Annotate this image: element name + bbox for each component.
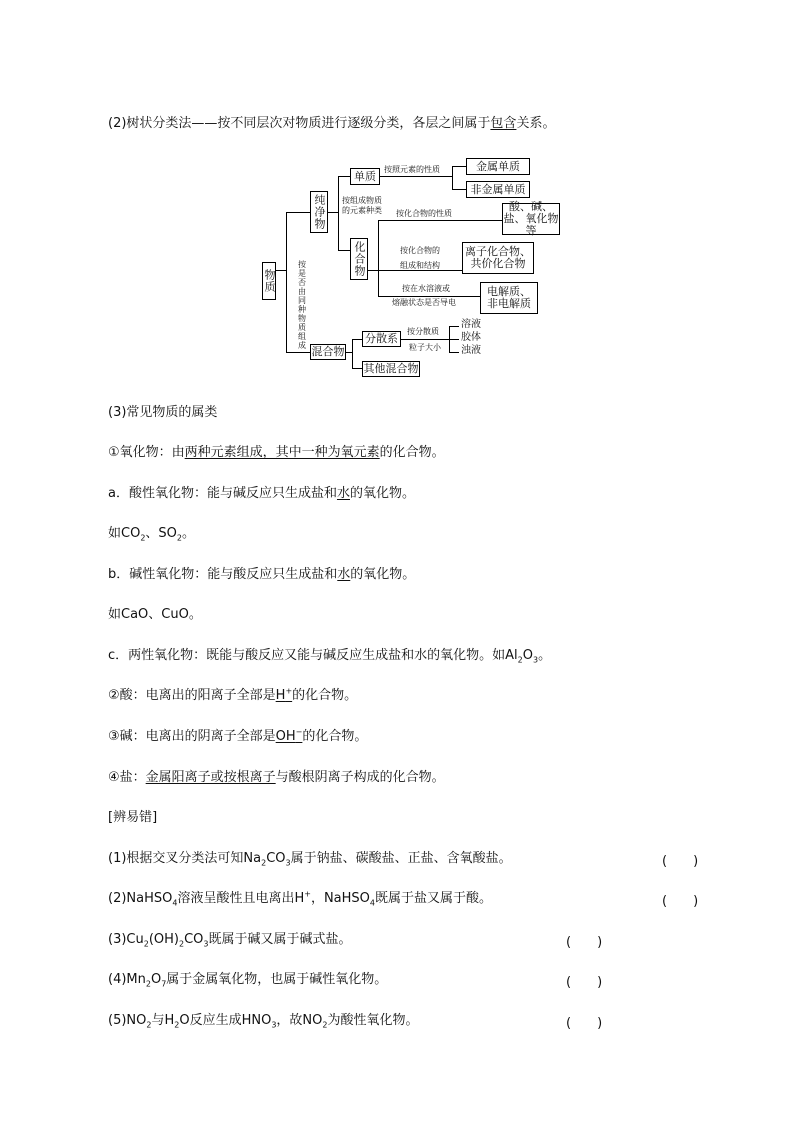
electrolyte-box-line1: 电解质、 — [487, 285, 531, 298]
root-box: 物质 — [262, 262, 276, 300]
q1-answer-paren[interactable]: ( ) — [662, 854, 699, 869]
acid-prefix: ②酸：电离出的阳离子全部是 — [108, 688, 276, 703]
nonmetal-element-box: 非金属单质 — [466, 181, 530, 198]
question-2 — [108, 890, 492, 908]
q3-s1: 2 — [143, 939, 149, 949]
salt-underlined: 金属阳离子或按根离子 — [145, 770, 276, 785]
q2-s2: 4 — [369, 898, 375, 908]
dispersion-box: 分散系 — [362, 331, 401, 347]
q4-answer-paren[interactable]: ( ) — [566, 975, 603, 990]
acidic-example-text: 如CO — [108, 526, 141, 541]
element-box: 单质 — [350, 168, 380, 185]
mixture-box: 混合物 — [311, 345, 345, 358]
oxide-definition — [108, 444, 445, 462]
q1-s1: 2 — [261, 858, 267, 868]
basic-oxide-definition — [108, 566, 415, 584]
amph-end: 。 — [538, 648, 552, 663]
pure-substance-box: 纯净物 — [310, 191, 328, 233]
acidic-example-sub2: 2 — [176, 533, 182, 543]
q1-b: CO — [266, 851, 286, 866]
acidic-oxide-example — [108, 525, 195, 543]
acidic-example-mid: 、SO — [145, 526, 177, 541]
acidic-oxide-underlined: 水 — [336, 486, 350, 501]
q1-a: (1)根据交叉分类法可知Na — [108, 851, 262, 866]
amph-sub2: 3 — [532, 655, 539, 665]
q2-d: 既属于盐又属于酸。 — [375, 891, 493, 906]
criterion-pure-label: 按组成物质的元素种类 — [342, 196, 382, 215]
q4-s1: 2 — [145, 979, 151, 989]
amph-sub1: 2 — [517, 655, 523, 665]
distinguish-title: [辨易错] — [108, 810, 158, 825]
criterion-main-label: 按是否由同种物质组成 — [298, 260, 306, 350]
amph-text: c．两性氧化物：既能与酸反应又能与碱反应生成盐和水的氧化物。如Al — [108, 648, 518, 663]
q5-e: 为酸性氧化物。 — [327, 1013, 419, 1028]
q2-sup: + — [304, 889, 311, 899]
heading2-underlined: 包含 — [490, 116, 517, 131]
amphoteric-oxide-definition — [108, 647, 551, 665]
q2-answer-paren[interactable]: ( ) — [662, 894, 699, 909]
acidic-oxide-prefix: a．酸性氧化物：能与碱反应只生成盐和 — [108, 486, 337, 501]
q3-a: (3)Cu — [108, 932, 144, 947]
structure-box-line1: 离子化合物、 — [465, 245, 531, 258]
electrolyte-box — [480, 282, 538, 314]
q1-s2: 3 — [285, 858, 291, 868]
base-underlined — [276, 729, 303, 744]
acidic-example-sub1: 2 — [140, 533, 146, 543]
q3-s3: 3 — [203, 939, 209, 949]
q3-d: 既属于碱又属于碱式盐。 — [208, 932, 352, 947]
metal-element-box: 金属单质 — [466, 158, 530, 175]
q5-s2: 2 — [174, 1020, 180, 1030]
oxide-underlined: 两种元素组成，其中一种为氧元素 — [184, 445, 380, 460]
basic-oxide-suffix: 的氧化物。 — [350, 567, 416, 582]
classification-tree-diagram — [262, 158, 572, 382]
turbid-label: 浊液 — [461, 345, 481, 356]
base-ion: OH — [275, 729, 296, 744]
q3-answer-paren[interactable]: ( ) — [566, 935, 603, 950]
solution-label: 溶液 — [461, 319, 481, 330]
q2-b: 溶液呈酸性且电离出H — [177, 891, 305, 906]
heading2-suffix: 关系。 — [516, 116, 556, 131]
acid-suffix: 的化合物。 — [292, 688, 358, 703]
acidic-example-end: 。 — [182, 526, 196, 541]
acid-definition — [108, 687, 357, 705]
acidic-oxide-suffix: 的氧化物。 — [349, 486, 415, 501]
label-element-property: 按照元素的性质 — [384, 165, 440, 174]
q5-s4: 2 — [322, 1020, 328, 1030]
label-compound-property: 按化合物的性质 — [396, 209, 452, 218]
q2-a: (2)NaHSO — [108, 891, 173, 906]
label-structure-2: 组成和结构 — [400, 261, 440, 270]
q4-c: 属于金属氧化物，也属于碱性氧化物。 — [166, 972, 388, 987]
structure-box-line2: 共价化合物 — [470, 257, 526, 270]
base-prefix: ③碱：电离出的阴离子全部是 — [108, 729, 276, 744]
label-conductivity-1: 按在水溶液或 — [402, 284, 450, 293]
colloid-label: 胶体 — [461, 332, 481, 343]
question-1 — [108, 850, 512, 868]
amph-mid: O — [522, 648, 533, 663]
q4-s2: 7 — [161, 979, 167, 989]
compound-box: 化合物 — [350, 238, 368, 280]
salt-prefix: ④盐： — [108, 770, 146, 785]
label-conductivity-2: 熔融状态是否导电 — [392, 298, 456, 307]
salt-definition — [108, 769, 445, 787]
heading2-prefix: (2)树状分类法——按不同层次对物质进行逐级分类，各层之间属于 — [108, 116, 491, 131]
q2-c: ，NaHSO — [310, 891, 370, 906]
base-definition — [108, 728, 367, 746]
acid-ion: H — [275, 688, 286, 703]
other-mixture-box: 其他混合物 — [363, 362, 419, 375]
q5-s1: 2 — [146, 1020, 152, 1030]
q2-s1: 4 — [172, 898, 178, 908]
q5-d: ，故NO — [276, 1013, 323, 1028]
property-box: 酸、碱、盐、氧化物等 — [503, 200, 559, 237]
acid-charge: + — [285, 686, 293, 696]
oxide-suffix: 的化合物。 — [379, 445, 445, 460]
base-suffix: 的化合物。 — [302, 729, 368, 744]
q3-s2: 2 — [178, 939, 185, 949]
question-5 — [108, 1012, 418, 1030]
acidic-oxide-definition — [108, 485, 415, 503]
label-dispersion-1: 按分散质 — [407, 327, 439, 336]
label-dispersion-2: 粒子大小 — [409, 343, 441, 352]
oxide-prefix: ①氧化物：由 — [108, 445, 185, 460]
basic-oxide-example: 如CaO、CuO。 — [108, 607, 202, 622]
q5-c: O反应生成HNO — [179, 1013, 272, 1028]
q5-s3: 3 — [271, 1020, 277, 1030]
q4-b: O — [150, 972, 162, 987]
tree-method-heading — [108, 115, 555, 133]
q4-a: (4)Mn — [108, 972, 146, 987]
question-3 — [108, 931, 352, 949]
label-structure-1: 按化合物的 — [400, 246, 440, 255]
heading3: (3)常见物质的属类 — [108, 405, 218, 420]
q1-c: 属于钠盐、碳酸盐、正盐、含氧酸盐。 — [290, 851, 512, 866]
q3-c: CO — [184, 932, 204, 947]
q5-b: 与H — [151, 1013, 175, 1028]
q3-b: (OH) — [148, 932, 179, 947]
structure-box — [462, 242, 534, 274]
q5-a: (5)NO — [108, 1013, 147, 1028]
question-4 — [108, 971, 387, 989]
basic-oxide-prefix: b．碱性氧化物：能与酸反应只生成盐和 — [108, 567, 338, 582]
q5-answer-paren[interactable]: ( ) — [566, 1016, 603, 1031]
salt-suffix: 与酸根阴离子构成的化合物。 — [275, 770, 445, 785]
electrolyte-box-line2: 非电解质 — [487, 297, 531, 310]
base-charge: − — [295, 727, 303, 737]
basic-oxide-underlined: 水 — [337, 567, 351, 582]
acid-underlined — [276, 688, 292, 703]
